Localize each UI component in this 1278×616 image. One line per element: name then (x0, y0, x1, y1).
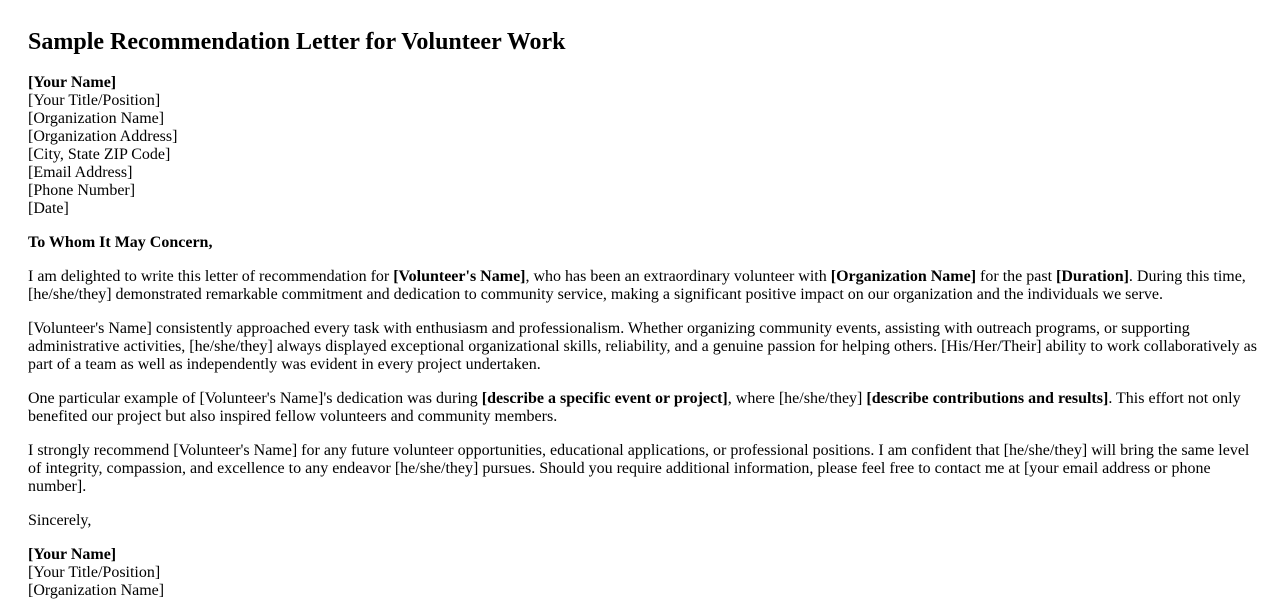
letter-title: Sample Recommendation Letter for Volunteer Work (28, 29, 566, 55)
paragraph-3-text-a: One particular example of [Volunteer's Name]'s dedication was during (28, 390, 482, 407)
paragraph-4: I strongly recommend [Volunteer's Name] for any future volunteer opportunities, educational applications, or professional positions. I am confident that [he/she/they] will bring the same level of integrity, compassion, and excellence to any endeavor [he/she/they] pursues. Should you require additional information, please feel free to contact me at [your email address or phone number]. (28, 442, 1250, 495)
sender-address: [Organization Address] (28, 128, 178, 145)
duration-placeholder: [Duration] (1056, 268, 1129, 285)
salutation: To Whom It May Concern, (28, 234, 213, 251)
letter-document (28, 0, 1258, 616)
closing: Sincerely, (28, 512, 92, 529)
contributions-placeholder: [describe contributions and results] (866, 390, 1109, 407)
paragraph-1-text-a: I am delighted to write this letter of recommendation for (28, 268, 394, 285)
signature-block (28, 546, 1258, 600)
event-placeholder: [describe a specific event or project] (481, 390, 728, 407)
paragraph-3-text-c: . This effort not only benefited our project but also inspired fellow volunteers and community members. (28, 390, 1241, 425)
sender-name: [Your Name] (28, 74, 117, 91)
paragraph-1 (28, 268, 1258, 304)
signature-title: [Your Title/Position] (28, 564, 161, 581)
sender-phone: [Phone Number] (28, 182, 136, 199)
signature-name: [Your Name] (28, 546, 117, 563)
sender-email: [Email Address] (28, 164, 133, 181)
sender-city: [City, State ZIP Code] (28, 146, 171, 163)
sender-title: [Your Title/Position] (28, 92, 161, 109)
paragraph-1-text-b: , who has been an extraordinary volunteer with (525, 268, 831, 285)
paragraph-1-text-c: for the past (976, 268, 1057, 285)
volunteer-name-placeholder: [Volunteer's Name] (393, 268, 526, 285)
paragraph-3-text-b: , where [he/she/they] (727, 390, 867, 407)
signature-organization: [Organization Name] (28, 582, 165, 599)
paragraph-2: [Volunteer's Name] consistently approached every task with enthusiasm and professionalism. Whether organizing community events, assisting with outreach programs, or supporting administrative activities, [he/she/they] always displayed exceptional organizational skills, reliability, and a genuine passion for helping others. [His/Her/Their] ability to work collaboratively as part of a team as well as independently was evident in every project undertaken. (28, 320, 1257, 373)
sender-block (28, 74, 1258, 218)
sender-date: [Date] (28, 200, 69, 217)
organization-name-placeholder: [Organization Name] (830, 268, 977, 285)
paragraph-3 (28, 390, 1258, 426)
sender-organization: [Organization Name] (28, 110, 165, 127)
paragraph-1-text-d: . During this time, [he/she/they] demonstrated remarkable commitment and dedication to community service, making a significant positive impact on our organization and the individuals we serve. (28, 268, 1246, 303)
